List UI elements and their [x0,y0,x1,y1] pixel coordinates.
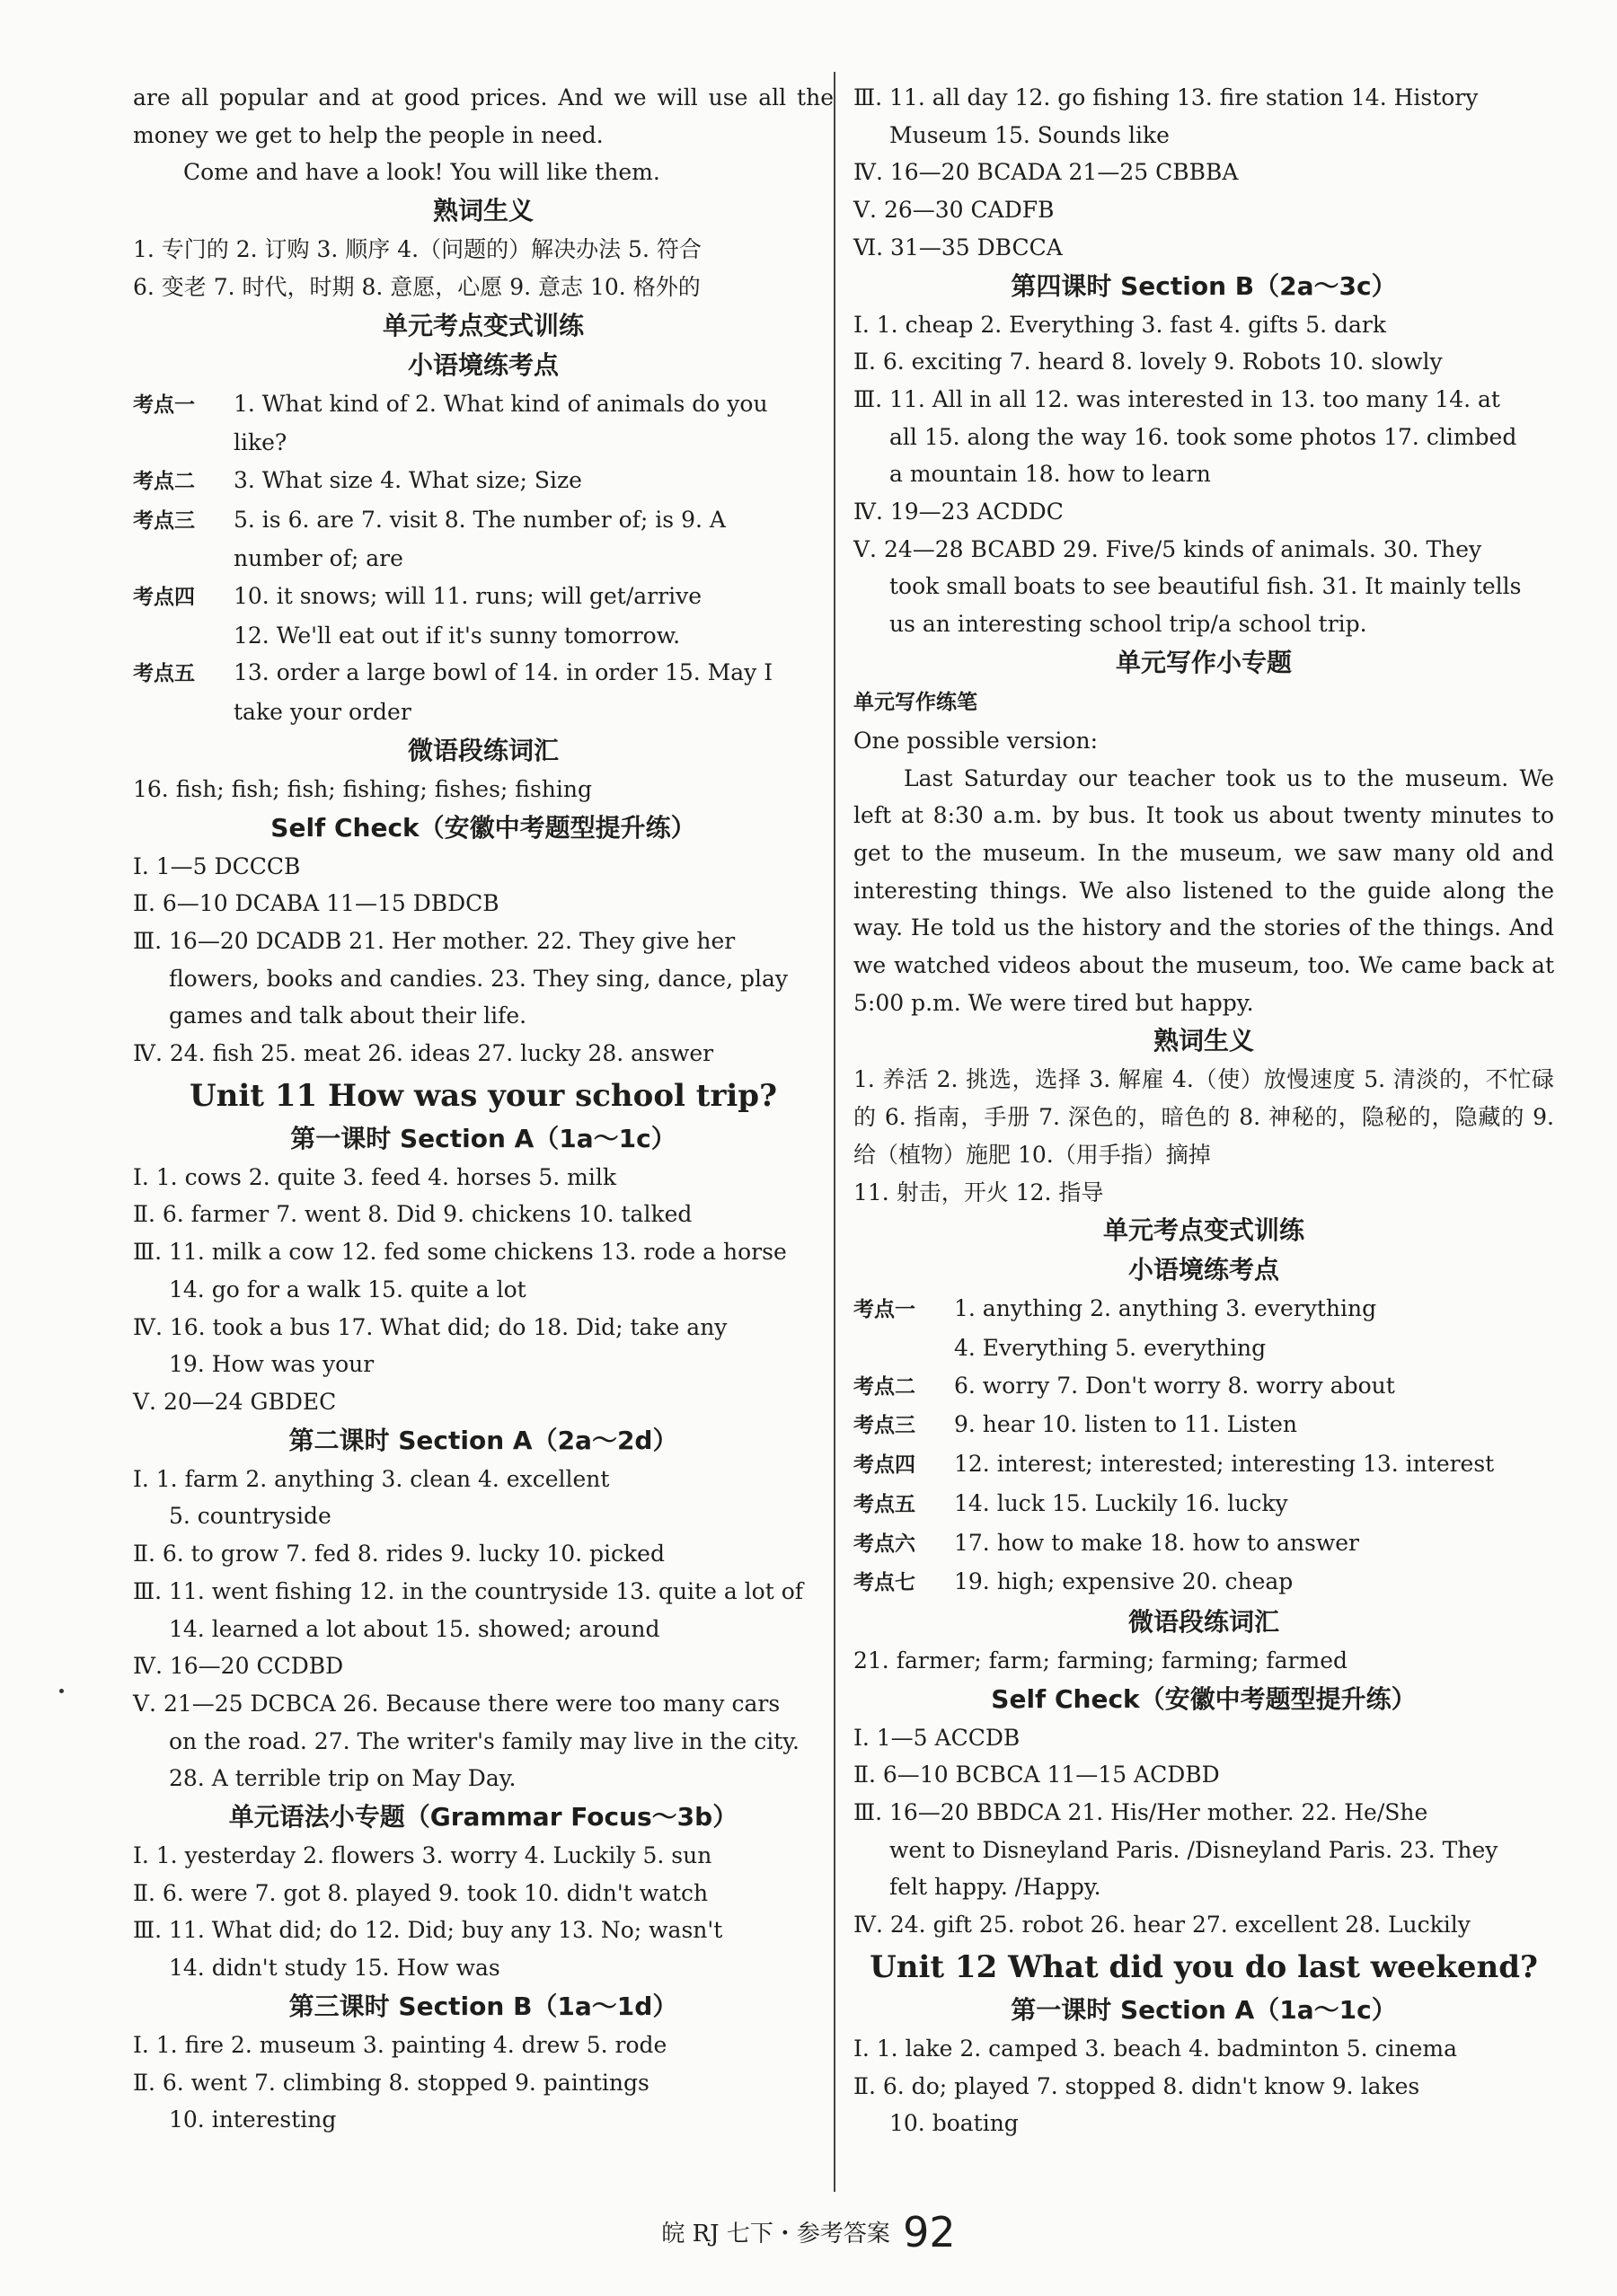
answer-line: Ⅰ. 1. cheap 2. Everything 3. fast 4. gifts 5. dark [853,311,1387,338]
answer-line: 28. A terrible trip on May Day. [169,1765,517,1792]
answer-line: Ⅲ. 11. All in all 12. was interested in 13. too many 14. at [853,385,1500,412]
answer-line: 5. countryside [169,1503,331,1530]
answer-line: 1. 专门的 2. 订购 3. 顺序 4.（问题的）解决办法 5. 符合 [133,236,702,263]
answer-text: 13. order a large bowl of 14. in order 15. May I [234,659,773,686]
answer-line: 19. How was your [169,1351,375,1378]
point-label: 考点二 [853,1374,915,1399]
answer-line: Ⅱ. 6—10 DCABA 11—15 DBDCB [133,890,499,917]
sub-heading: 单元写作练笔 [853,690,977,714]
answer-line: 21. farmer; farm; farming; farming; farmed [853,1647,1348,1673]
answer-text: 1. anything 2. anything 3. everything [954,1295,1377,1322]
point-label: 考点一 [133,393,195,417]
point-label: 考点三 [133,508,195,533]
answer-line [853,1524,1554,1564]
section-heading: 第三课时 Section B（1a～1d） [288,1991,678,2021]
paragraph: Last Saturday our teacher took us to the museum. We left at 8:30 a.m. by bus. It took us about twenty minutes to get to the museum. In the museum, we saw many old and interesting things. We also listened to the guide along the way. He told us the history and the stories of the things. And we watched videos about the museum, too. We came back at 5:00 p.m. We were tired but happy. [853,764,1554,1016]
section-heading: 第二课时 Section A（2a～2d） [288,1425,678,1455]
answer-line: took small boats to see beautiful fish. 31. It mainly tells [889,573,1522,600]
answer-line [853,1290,1554,1329]
answer-line: Ⅳ. 16. took a bus 17. What did; do 18. Did; take any [133,1313,728,1340]
section-heading: 微语段练词汇 [1127,1606,1279,1637]
answer-line: Ⅱ. 6. exciting 7. heard 8. lovely 9. Robots 10. slowly [853,349,1443,375]
point-label: 考点四 [853,1453,915,1478]
answer-line: went to Disneyland Paris. /Disneyland Paris. 23. They [889,1836,1498,1863]
answer-text: 3. What size 4. What size; Size [234,466,582,493]
answer-line [853,1406,1554,1445]
answer-line: 11. 射击，开火 12. 指导 [853,1179,1104,1205]
point-label: 考点三 [853,1414,915,1438]
answer-line: Ⅳ. 24. fish 25. meat 26. ideas 27. lucky 28. answer [133,1040,714,1067]
answer-line: 14. didn't study 15. How was [169,1955,500,1982]
answer-text: 1. What kind of 2. What kind of animals do you [234,390,768,417]
section-heading: 第一课时 Section A（1a～1c） [290,1123,676,1153]
answer-line [853,1563,1554,1603]
answer-line: Museum 15. Sounds like [889,121,1170,148]
section-heading: 熟词生义 [1153,1026,1254,1056]
answer-line: Ⅳ. 24. gift 25. robot 26. hear 27. excellent 28. Luckily [853,1912,1471,1938]
answer-line: 16. fish; fish; fish; fishing; fishes; fishing [133,775,593,802]
answer-line [133,501,834,541]
answer-line: flowers, books and candies. 23. They sing, dance, play [169,965,789,992]
section-heading: Self Check（安徽中考题型提升练） [270,812,696,843]
point-label: 考点二 [133,469,195,493]
answer-line: Ⅰ. 1. farm 2. anything 3. clean 4. excellent [133,1465,610,1492]
answer-line: One possible version: [853,727,1099,754]
answer-line: Ⅵ. 31—35 DBCCA [853,234,1063,261]
answer-line: 10. interesting [169,2106,337,2133]
answer-line: Ⅰ. 1—5 ACCDB [853,1724,1021,1751]
unit-title: Unit 11 How was your school trip? [190,1077,777,1114]
answer-line: games and talk about their life. [169,1002,527,1029]
answer-line: Ⅱ. 6. to grow 7. fed 8. rides 9. lucky 10. picked [133,1541,665,1567]
answer-text: 10. it snows; will 11. runs; will get/arrive [234,583,702,610]
answer-line: Ⅳ. 16—20 CCDBD [133,1653,344,1680]
answer-line: Ⅱ. 6. farmer 7. went 8. Did 9. chickens 10. talked [133,1201,693,1228]
answer-line: Ⅴ. 20—24 GBDEC [133,1388,337,1415]
answer-text: 5. is 6. are 7. visit 8. The number of; is 9. A [234,506,726,533]
column-divider [834,72,835,2192]
answer-line: Ⅱ. 6—10 BCBCA 11—15 ACDBD [853,1762,1220,1788]
answer-line: Ⅳ. 16—20 BCADA 21—25 CBBBA [853,159,1239,186]
answer-line: Ⅳ. 19—23 ACDDC [853,499,1064,525]
answer-line [133,385,834,425]
answer-text: 19. high; expensive 20. cheap [954,1568,1294,1595]
answer-text: 9. hear 10. listen to 11. Listen [954,1411,1298,1438]
answer-line: 12. We'll eat out if it's sunny tomorrow. [234,622,681,649]
answer-line: all 15. along the way 16. took some photos 17. climbed [889,423,1517,450]
answer-line: Ⅴ. 21—25 DCBCA 26. Because there were too many cars [133,1690,781,1717]
answer-line: us an interesting school trip/a school trip. [889,611,1367,638]
section-heading: 单元语法小专题（Grammar Focus～3b） [228,1802,738,1832]
point-label: 考点四 [133,586,195,610]
unit-title: Unit 12 What did you do last weekend? [870,1948,1538,1985]
paragraph: are all popular and at good prices. And we will use all the money we get to help the people in need. [133,84,834,148]
paragraph: Come and have a look! You will like them. [183,159,660,186]
answer-line: Ⅰ. 1. fire 2. museum 3. painting 4. drew 5. rode [133,2031,667,2058]
answer-line: Ⅰ. 1. lake 2. camped 3. beach 4. badminton 5. cinema [853,2035,1458,2062]
answer-line: Ⅰ. 1. yesterday 2. flowers 3. worry 4. Luckily 5. sun [133,1842,712,1869]
section-heading: 第四课时 Section B（2a～3c） [1011,270,1397,301]
answer-line: 14. go for a walk 15. quite a lot [169,1276,526,1303]
answer-line: Ⅴ. 26—30 CADFB [853,197,1055,224]
footer-label: 皖 RJ 七下・参考答案 [661,2221,890,2247]
section-heading: 小语境练考点 [1127,1255,1279,1285]
answer-line: Ⅰ. 1—5 DCCCB [133,852,301,879]
answer-line: Ⅴ. 24—28 BCABD 29. Five/5 kinds of animals. 30. They [853,535,1482,562]
section-heading: 熟词生义 [432,196,534,226]
answer-line: Ⅱ. 6. were 7. got 8. played 9. took 10. didn't watch [133,1879,709,1906]
section-heading: 单元考点变式训练 [382,310,584,340]
point-label: 考点六 [853,1532,915,1556]
answer-line [133,578,834,617]
point-label: 考点五 [853,1492,915,1516]
point-label: 考点五 [133,662,195,686]
answer-line: like? [234,429,287,456]
answer-line [853,1367,1554,1407]
answer-line: Ⅲ. 16—20 BBDCA 21. His/Her mother. 22. He/She [853,1799,1428,1826]
answer-line: Ⅱ. 6. went 7. climbing 8. stopped 9. paintings [133,2069,649,2096]
section-heading: 单元考点变式训练 [1102,1215,1304,1246]
section-heading: Self Check（安徽中考题型提升练） [991,1683,1417,1714]
answer-text: 17. how to make 18. how to answer [954,1529,1359,1556]
answer-line: felt happy. /Happy. [889,1874,1101,1901]
answer-line: Ⅲ. 11. all day 12. go fishing 13. fire station 14. History [853,84,1479,110]
paragraph: 1. 养活 2. 挑选，选择 3. 解雇 4.（使）放慢速度 5. 清淡的，不忙碌的 6. 指南，手册 7. 深色的，暗色的 8. 神秘的，隐秘的，隐藏的 9. 给（植物）施肥 10.（用手指）摘掉 [853,1066,1554,1168]
answer-line [853,1445,1554,1485]
answer-text: 14. luck 15. Luckily 16. lucky [954,1489,1288,1516]
answer-line: Ⅲ. 11. What did; do 12. Did; buy any 13. No; wasn't [133,1917,723,1944]
speck [59,1689,64,1693]
answer-line: Ⅱ. 6. do; played 7. stopped 8. didn't know 9. lakes [853,2072,1420,2099]
answer-line [853,1485,1554,1524]
left-column [133,79,834,2139]
answer-line [133,654,834,693]
section-heading: 微语段练词汇 [407,735,559,765]
right-column [853,79,1554,2142]
section-heading: 第一课时 Section A（1a～1c） [1011,1994,1397,2025]
answer-line: 10. boating [889,2110,1019,2137]
answer-text: 12. interest; interested; interesting 13. interest [954,1451,1495,1478]
answer-line: number of; are [234,545,403,572]
answer-line: Ⅲ. 11. went fishing 12. in the countryside 13. quite a lot of [133,1577,804,1604]
page-number: 92 [903,2208,956,2256]
answer-line: Ⅲ. 16—20 DCADB 21. Her mother. 22. They give her [133,927,736,954]
answer-line [133,462,834,501]
answer-text: 6. worry 7. Don't worry 8. worry about [954,1372,1395,1399]
section-heading: 小语境练考点 [407,349,559,380]
answer-line: Ⅰ. 1. cows 2. quite 3. feed 4. horses 5. milk [133,1163,617,1190]
answer-line: Ⅲ. 11. milk a cow 12. fed some chickens 13. rode a horse [133,1239,787,1266]
answer-line: a mountain 18. how to learn [889,461,1211,488]
answer-line: 14. learned a lot about 15. showed; around [169,1615,660,1642]
answer-line: 4. Everything 5. everything [954,1334,1267,1361]
answer-line: 6. 变老 7. 时代，时期 8. 意愿，心愿 9. 意志 10. 格外的 [133,273,701,300]
answer-line: on the road. 27. The writer's family may live in the city. [169,1727,800,1754]
answer-line: take your order [234,699,411,726]
point-label: 考点七 [853,1571,915,1595]
point-label: 考点一 [853,1298,915,1322]
page-footer [0,2208,1617,2256]
section-heading: 单元写作小专题 [1115,647,1292,677]
